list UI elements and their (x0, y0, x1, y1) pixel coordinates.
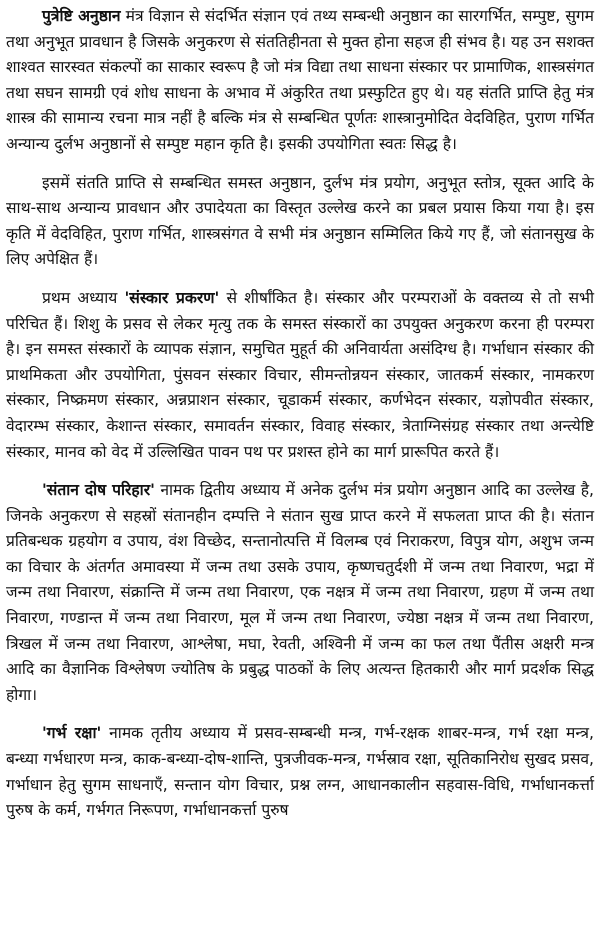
paragraph-chapter-1 (6, 286, 594, 465)
paragraph-text: नामक द्वितीय अध्याय में अनेक दुर्लभ मंत्र प्रयोग अनुष्ठान आदि का उल्लेख है, जिनके अनुकरण से सहस्रों संतानहीन दम्पत्ति ने संतान सुख प्राप्त करने में सफलता प्राप्त की है। संतान प्रतिबन्धक ग्रहयोग व उपाय, वंश विच्छेद, सन्तानोत्पत्ति में विलम्ब एवं निराकरण, विपुत्र योग, अशुभ जन्म का विचार के अंतर्गत अमावस्या में जन्म तथा उसके उपाय, कृष्णचतुर्दशी में जन्म तथा निवारण, भद्रा में जन्म तथा निवारण, संक्रान्ति में जन्म तथा निवारण, एक नक्षत्र में जन्म तथा निवारण, ग्रहण में जन्म तथा निवारण, गण्डान्त में जन्म तथा निवारण, मूल में जन्म तथा निवारण, ज्येष्ठा नक्षत्र में जन्म तथा निवारण, त्रिखल में जन्म तथा निवारण, आश्लेषा, मघा, रेवती, अश्विनी में जन्म का फल तथा पैंतीस अक्षरी मन्त्र आदि का वैज्ञानिक विश्लेषण ज्योतिष के प्रबुद्ध पाठकों के लिए अत्यन्त हितकारी और मार्ग प्रदर्शक सिद्ध होगा। (6, 481, 594, 704)
paragraph-chapter-3 (6, 721, 594, 823)
paragraph-intro (6, 4, 594, 158)
paragraph-text: से शीर्षांकित है। संस्कार और परम्पराओं के वक्तव्य से तो सभी परिचित हैं। शिशु के प्रसव से लेकर मृत्यु तक के समस्त संस्कारों का उपयुक्त अनुकरण करना ही परम्परा है। इन समस्त संस्कारों के व्यापक संज्ञान, समुचित मुहूर्त की अनिवार्यता असंदिग्ध है। गर्भाधान संस्कार की प्राथमिकता और उपयोगिता, पुंसवन संस्कार विचार, सीमन्तोन्नयन संस्कार, जातकर्म संस्कार, नामकरण संस्कार, निष्क्रमण संस्कार, अन्नप्राशन संस्कार, चूडाकर्म संस्कार, कर्णभेदन संस्कार, यज्ञोपवीत संस्कार, वेदारम्भ संस्कार, केशान्त संस्कार, समावर्तन संस्कार, विवाह संस्कार, त्रेताग्निसंग्रह संस्कार तथा अन्त्येष्टि संस्कार, मानव को वेद में उल्लिखित पावन पथ पर प्रशस्त होने का मार्ग प्रारूपित करते हैं। (6, 288, 595, 461)
paragraph-chapter-2 (6, 478, 594, 708)
paragraph-text: इसमें संतति प्राप्ति से सम्बन्धित समस्त अनुष्ठान, दुर्लभ मंत्र प्रयोग, अनुभूत स्तोत्र, सूक्त आदि के साथ-साथ अन्यान्य प्रावधान और उपादेयता का विस्तृत उल्लेख करने का प्रबल प्रयास किया गया है। इस कृति में वेदविहित, पुराण गर्भित, शास्त्रसंगत वे सभी मंत्र अनुष्ठान सम्मिलित किये गए हैं, जो संतानसुख के लिए अपेक्षित हैं। (6, 173, 594, 269)
lead-term: पुत्रेष्टि अनुष्ठान (42, 7, 121, 25)
chapter-title: 'गर्भ रक्षा' (42, 724, 102, 743)
paragraph-text: नामक तृतीय अध्याय में प्रसव-सम्बन्धी मन्त्र, गर्भ-रक्षक शाबर-मन्त्र, गर्भ रक्षा मन्त्र, बन्ध्या गर्भधारण मन्त्र, काक-बन्ध्या-दोष-शान्ति, पुत्रजीवक-मन्त्र, गर्भस्राव रक्षा, सूतिकानिरोध सुखद प्रसव, गर्भाधान हेतु सुगम साधनाएँ, सन्तान योग विचार, प्रश्न लग्न, आधानकालीन सहवास-विधि, गर्भाधानकर्त्ता पुरुष के कर्म, गर्भगत निरूपण, गर्भाधानकर्त्ता पुरुष (6, 724, 594, 820)
paragraph-scope (6, 171, 594, 273)
paragraph-prefix: प्रथम अध्याय (42, 288, 125, 307)
paragraph-text: मंत्र विज्ञान से संदर्भित संज्ञान एवं तथ्य सम्बन्धी अनुष्ठान का सारगर्भित, सम्पुष्ट, सुगम तथा अनुभूत प्रावधान है जिसके अनुकरण से संततिहीनता से मुक्त होना सहज ही संभव है। यह उन सशक्त शाश्वत सारस्वत संकल्पों का साकार स्वरूप है जो मंत्र विद्या तथा साधना संस्कार पर प्रामाणिक, शास्त्रसंगत तथा सघन सामग्री एवं शोध साधना के अभाव में अंकुरित तथा प्रस्फुटित हुए थे। यह संतति प्राप्ति हेतु मंत्र शास्त्र की सामान्य रचना मात्र नहीं है बल्कि मंत्र से सम्बन्धित पूर्णतः शास्त्रानुमोदित वेदविहित, पुराण गर्भित अन्यान्य दुर्लभ अनुष्ठानों से सम्पुष्ट महान कृति है। इसकी उपयोगिता स्वतः सिद्ध है। (6, 7, 594, 153)
chapter-title: 'संतान दोष परिहार' (42, 481, 155, 500)
chapter-title: 'संस्कार प्रकरण' (124, 288, 220, 307)
